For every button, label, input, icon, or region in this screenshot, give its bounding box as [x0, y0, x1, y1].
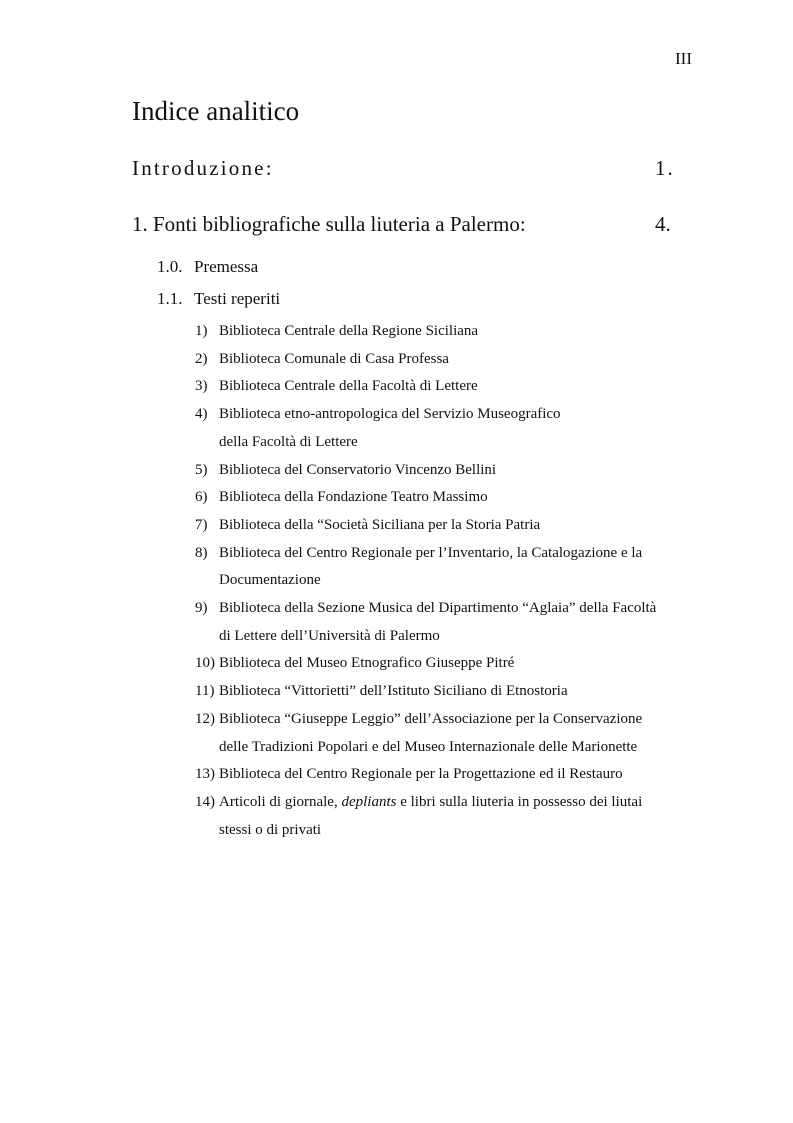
item-text: Biblioteca del Centro Regionale per la Progettazione ed il Restauro: [219, 766, 623, 783]
list-item: [0, 484, 793, 512]
item-text: Biblioteca del Conservatorio Vincenzo Bellini: [219, 461, 497, 478]
item-text: Biblioteca Comunale di Casa Professa: [219, 350, 449, 367]
item-text: Biblioteca etno-antropologica del Servizio Museografico: [219, 406, 561, 423]
list-item: [0, 678, 793, 706]
item-text-part: Articoli di giornale,: [219, 793, 342, 810]
toc-section-premessa: [157, 257, 258, 277]
item-text: Biblioteca “Vittorietti” dell’Istituto Siciliano di Etnostoria: [219, 683, 568, 700]
item-text: Biblioteca della Sezione Musica del Dipartimento “Aglaia” della Facoltà: [219, 600, 657, 617]
list-item: [0, 595, 793, 650]
toc-page-introduction: 1.: [655, 156, 675, 180]
item-number: 3): [195, 378, 208, 395]
toc-page-chapter-1: 4.: [655, 212, 671, 236]
item-number: 6): [195, 489, 208, 506]
item-text: Biblioteca della Fondazione Teatro Massimo: [219, 489, 488, 506]
item-number: 9): [195, 600, 208, 617]
list-item: [0, 401, 793, 456]
item-text: Biblioteca del Museo Etnografico Giuseppe Pitré: [219, 655, 515, 672]
item-text-continued: di Lettere dell’Università di Palermo: [219, 627, 440, 644]
list-item: [0, 650, 793, 678]
item-number: 1): [195, 323, 208, 339]
item-text-continued: della Facoltà di Lettere: [219, 433, 358, 450]
item-number: 7): [195, 516, 208, 533]
item-number: 10): [195, 655, 215, 672]
page-number: III: [675, 49, 692, 68]
toc-item-list: [0, 318, 793, 844]
item-text-continued: stessi o di privati: [219, 821, 322, 838]
toc-entry-introduction: Introduzione:: [132, 156, 274, 180]
item-text: Biblioteca della “Società Siciliana per la Storia Patria: [219, 516, 541, 533]
section-label: Testi reperiti: [194, 289, 281, 308]
item-text-continued: delle Tradizioni Popolari e del Museo Internazionale delle Marionette: [219, 738, 638, 755]
list-item: [0, 373, 793, 401]
item-number: 2): [195, 350, 208, 367]
list-item: [0, 706, 793, 761]
item-text-part: e libri sulla liuteria in possesso dei liutai: [396, 793, 643, 810]
section-number: 1.0.: [157, 257, 183, 276]
item-number: 5): [195, 461, 208, 478]
item-text: Biblioteca “Giuseppe Leggio” dell’Associazione per la Conservazione: [219, 710, 643, 727]
item-text: Biblioteca Centrale della Regione Siciliana: [219, 323, 479, 339]
item-number: 4): [195, 406, 208, 423]
item-text: Biblioteca Centrale della Facoltà di Lettere: [219, 378, 478, 395]
section-number: 1.1.: [157, 289, 183, 308]
list-item: [0, 318, 793, 346]
item-number: 11): [195, 683, 215, 700]
toc-entry-chapter-1: 1. Fonti bibliografiche sulla liuteria a Palermo:: [132, 212, 526, 236]
item-number: 8): [195, 544, 208, 561]
page-title: Indice analitico: [132, 96, 300, 126]
toc-section-testi-reperiti: [157, 289, 280, 309]
item-text: [219, 789, 693, 817]
list-item: [0, 346, 793, 374]
item-number: 12): [195, 710, 215, 727]
list-item: [0, 540, 793, 595]
list-item: [0, 512, 793, 540]
list-item: [0, 761, 793, 789]
list-item: [0, 789, 793, 844]
item-text-italic: depliants: [341, 793, 397, 810]
item-text-continued: Documentazione: [219, 572, 321, 589]
item-number: 13): [195, 766, 215, 783]
item-text: Biblioteca del Centro Regionale per l’Inventario, la Catalogazione e la: [219, 544, 643, 561]
list-item: [0, 457, 793, 485]
section-label: Premessa: [194, 257, 259, 276]
item-number: 14): [195, 793, 215, 810]
